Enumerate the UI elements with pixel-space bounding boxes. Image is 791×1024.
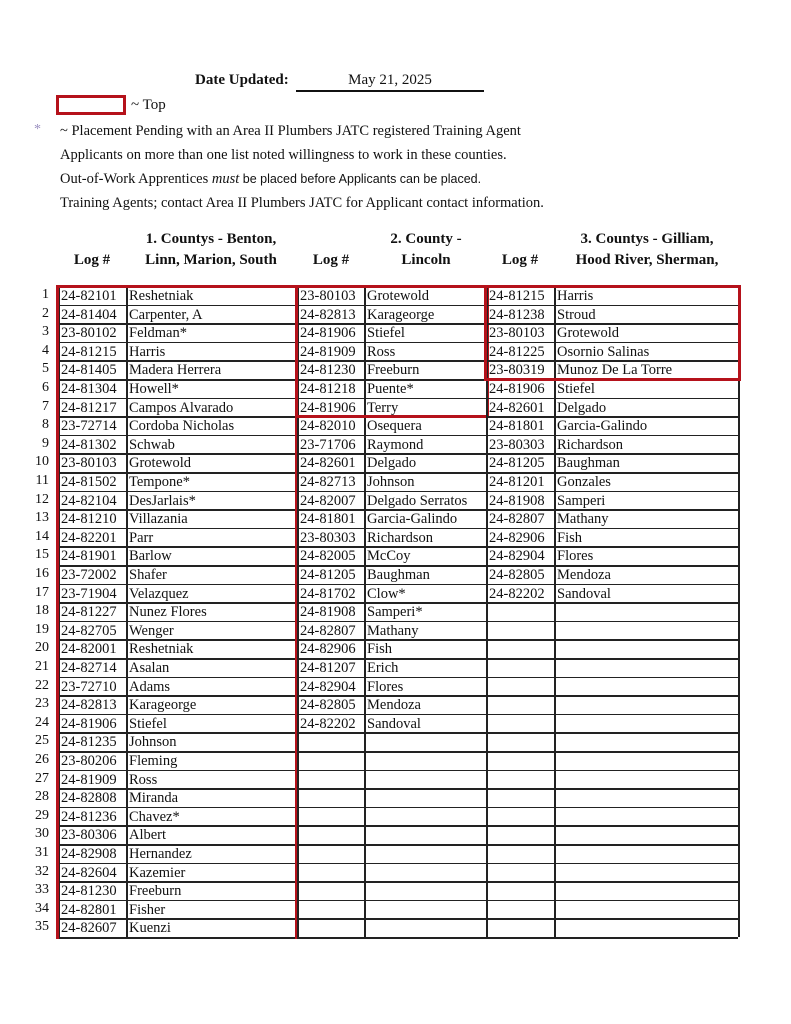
log-number-cell: 24-82805 [300, 697, 356, 714]
row-number: 26 [35, 752, 49, 767]
applicant-name-cell: Ross [129, 771, 158, 788]
applicant-name-cell: Johnson [367, 474, 415, 490]
log-number-cell: 24-82801 [61, 901, 117, 918]
log-number-cell: 24-82005 [300, 548, 356, 565]
applicant-name-cell: Kuenzi [129, 920, 171, 937]
log-number-cell: 24-82713 [300, 474, 356, 490]
applicant-name-cell: Flores [367, 678, 404, 695]
header-list-3-line2: Hood River, Sherman, [575, 252, 719, 268]
log-number-cell: 24-81205 [489, 455, 545, 472]
row-number: 28 [35, 789, 49, 805]
row-divider [486, 621, 738, 623]
applicant-name-cell: Mendoza [367, 697, 421, 714]
top-highlight-list3 [484, 285, 741, 381]
row-number: 3 [42, 324, 49, 340]
row-number: 31 [35, 845, 49, 860]
row-number: 2 [42, 305, 49, 321]
row-divider [297, 825, 486, 827]
row-divider [486, 770, 738, 772]
log-number-cell: 24-81909 [300, 343, 356, 360]
log-number-cell: 24-81230 [61, 883, 117, 900]
log-number-cell: 24-82705 [61, 622, 117, 639]
applicant-name-cell: Velazquez [129, 585, 189, 602]
log-number-cell: 24-81230 [300, 362, 356, 379]
row-divider [297, 770, 486, 772]
applicant-name-cell: McCoy [367, 548, 411, 565]
row-number: 23 [35, 696, 49, 712]
log-number-cell: 24-81210 [61, 511, 117, 528]
log-number-cell: 24-82101 [61, 288, 117, 304]
header-list-2-line2: Lincoln [401, 252, 451, 268]
applicant-name-cell: Erich [367, 660, 399, 676]
log-number-cell: 24-81906 [61, 715, 117, 732]
applicant-name-cell: DesJarlais* [129, 492, 196, 509]
applicant-name-cell: Harris [557, 288, 594, 304]
log-number-cell: 23-80206 [61, 753, 117, 769]
header-log-2: Log # [312, 252, 350, 268]
applicant-name-cell: Fish [557, 529, 582, 546]
applicant-name-cell: Stiefel [129, 715, 167, 732]
log-number-cell: 23-80306 [61, 827, 117, 844]
log-number-cell: 24-82813 [61, 697, 117, 714]
log-number-cell: 24-81207 [300, 660, 356, 676]
log-number-cell: 24-82202 [300, 715, 356, 732]
note-multiple-lists: Applicants on more than one list noted willingness to work in these counties. [60, 147, 507, 163]
applicant-name-cell: Delgado [557, 399, 607, 416]
applicant-name-cell: Osequera [367, 418, 422, 435]
row-divider [486, 918, 738, 920]
log-number-cell: 24-81304 [61, 381, 117, 397]
log-number-cell: 24-82906 [489, 529, 545, 546]
applicant-name-cell: Richardson [557, 436, 624, 453]
top-highlight-list1 [56, 285, 298, 939]
log-number-cell: 24-82714 [61, 660, 117, 676]
note-placement-pending: ~ Placement Pending with an Area II Plumbers JATC registered Training Agent [60, 123, 521, 139]
log-number-cell: 24-81218 [300, 381, 356, 397]
legend-top-label: ~ Top [131, 97, 166, 113]
row-number: 16 [35, 566, 49, 581]
log-number-cell: 24-81227 [61, 604, 117, 621]
log-number-cell: 24-81215 [61, 343, 117, 360]
applicant-name-cell: Grotewold [367, 288, 430, 304]
log-number-cell: 24-82001 [61, 641, 117, 658]
log-number-cell: 24-81235 [61, 734, 117, 751]
note-oow-suffix: be placed before Applicants can be placed. [239, 172, 482, 186]
row-number: 20 [35, 640, 49, 656]
header-list-2 [366, 229, 486, 271]
row-number: 25 [35, 733, 49, 749]
header-list-1-line2: Linn, Marion, South [145, 252, 277, 268]
applicant-name-cell: Delgado [367, 455, 417, 472]
log-number-cell: 24-81906 [300, 399, 356, 416]
applicant-name-cell: Campos Alvarado [129, 399, 234, 416]
row-divider [297, 863, 486, 865]
log-number-cell: 23-72710 [61, 678, 117, 695]
log-number-cell: 24-82604 [61, 864, 117, 881]
row-number: 15 [35, 547, 49, 563]
applicant-name-cell: Garcia-Galindo [367, 511, 458, 528]
note-oow-emphasis: must [211, 171, 240, 187]
log-number-cell: 24-81201 [489, 474, 545, 490]
log-number-cell: 23-80103 [300, 288, 356, 304]
applicant-name-cell: Mathany [557, 511, 609, 528]
applicant-name-cell: Baughman [557, 455, 620, 472]
log-number-cell: 24-81801 [300, 511, 356, 528]
top-highlight-list2 [295, 285, 489, 418]
row-divider [297, 918, 486, 920]
row-number: 17 [35, 584, 49, 600]
note-contact-info: Training Agents; contact Area II Plumbers JATC for Applicant contact information. [60, 195, 544, 211]
row-number: 13 [35, 510, 49, 526]
row-divider [486, 658, 738, 660]
log-number-cell: 24-81901 [61, 548, 117, 565]
applicant-name-cell: Stiefel [367, 325, 405, 342]
log-number-cell: 23-72714 [61, 418, 117, 435]
applicant-name-cell: Stroud [557, 306, 596, 323]
log-number-cell: 24-81908 [300, 604, 356, 621]
row-number: 12 [35, 491, 49, 507]
applicant-name-cell: Feldman* [129, 325, 187, 342]
row-divider [297, 807, 486, 809]
asterisk-symbol: * [34, 122, 41, 137]
applicant-name-cell: Reshetniak [129, 288, 194, 304]
applicant-name-cell: Howell* [129, 381, 179, 397]
applicant-name-cell: Miranda [129, 790, 179, 807]
header-list-3-line1: 3. Countys - Gilliam, [580, 231, 714, 247]
log-number-cell: 24-81405 [61, 362, 117, 379]
applicant-name-cell: Reshetniak [129, 641, 194, 658]
row-divider [486, 807, 738, 809]
column-divider [486, 286, 488, 937]
log-number-cell: 24-81302 [61, 436, 117, 453]
row-divider [486, 788, 738, 790]
log-number-cell: 24-82807 [489, 511, 545, 528]
log-number-cell: 24-82805 [489, 567, 545, 583]
row-divider [297, 788, 486, 790]
applicant-name-cell: Schwab [129, 436, 175, 453]
applicant-name-cell: Albert [129, 827, 167, 844]
applicant-name-cell: Raymond [367, 436, 424, 453]
log-number-cell: 24-81909 [61, 771, 117, 788]
log-number-cell: 24-82201 [61, 529, 117, 546]
row-number: 34 [35, 900, 49, 916]
row-divider [486, 825, 738, 827]
row-number: 33 [35, 882, 49, 898]
row-number: 10 [35, 454, 49, 470]
row-divider [297, 900, 486, 902]
column-divider [554, 286, 556, 937]
log-number-cell: 24-81404 [61, 306, 117, 323]
applicant-name-cell: Fleming [129, 753, 178, 769]
top-highlight-border [58, 285, 741, 288]
log-number-cell: 24-82601 [489, 399, 545, 416]
row-number: 35 [35, 919, 49, 935]
log-number-cell: 24-82904 [300, 678, 356, 695]
log-number-cell: 24-81236 [61, 808, 117, 825]
applicant-name-cell: Freeburn [129, 883, 182, 900]
column-divider [738, 286, 740, 937]
row-divider [297, 937, 486, 939]
applicant-name-cell: Carpenter, A [129, 306, 203, 323]
applicant-name-cell: Nunez Flores [129, 604, 207, 621]
row-divider [486, 695, 738, 697]
applicant-name-cell: Mathany [367, 622, 419, 639]
log-number-cell: 24-82104 [61, 492, 117, 509]
log-number-cell: 24-81217 [61, 399, 117, 416]
row-number: 22 [35, 677, 49, 693]
applicant-name-cell: Richardson [367, 529, 434, 546]
applicant-name-cell: Tempone* [129, 474, 190, 490]
applicant-name-cell: Samperi* [367, 604, 423, 621]
applicant-name-cell: Chavez* [129, 808, 180, 825]
log-number-cell: 23-80103 [61, 455, 117, 472]
log-number-cell: 23-72002 [61, 567, 117, 583]
row-number: 1 [42, 287, 49, 302]
row-number: 18 [35, 603, 49, 619]
log-number-cell: 24-82908 [61, 846, 117, 862]
row-divider [486, 863, 738, 865]
row-number: 29 [35, 807, 49, 823]
applicant-name-cell: Munoz De La Torre [557, 362, 673, 379]
log-number-cell: 24-81205 [300, 567, 356, 583]
log-number-cell: 24-81238 [489, 306, 545, 323]
log-number-cell: 23-71706 [300, 436, 356, 453]
row-number: 7 [42, 398, 49, 414]
row-divider [486, 714, 738, 716]
applicant-name-cell: Samperi [557, 492, 606, 509]
row-number: 11 [35, 473, 49, 488]
applicant-name-cell: Grotewold [557, 325, 620, 342]
date-updated-value: May 21, 2025 [296, 72, 484, 92]
row-number: 8 [42, 417, 49, 433]
row-number: 21 [35, 659, 49, 674]
applicant-name-cell: Ross [367, 343, 396, 360]
applicant-name-cell: Terry [367, 399, 399, 416]
row-divider [486, 881, 738, 883]
applicant-name-cell: Johnson [129, 734, 177, 751]
log-number-cell: 23-80319 [489, 362, 545, 379]
log-number-cell: 23-80303 [300, 529, 356, 546]
row-number: 4 [42, 342, 49, 358]
applicant-name-cell: Hernandez [129, 846, 192, 862]
row-number: 30 [35, 826, 49, 842]
row-number: 14 [35, 528, 49, 544]
applicant-name-cell: Shafer [129, 567, 167, 583]
row-number: 24 [35, 714, 49, 730]
log-number-cell: 24-82601 [300, 455, 356, 472]
applicant-name-cell: Parr [129, 529, 154, 546]
log-number-cell: 23-71904 [61, 585, 117, 602]
applicant-name-cell: Sandoval [557, 585, 611, 602]
log-number-cell: 24-81906 [300, 325, 356, 342]
row-divider [486, 751, 738, 753]
applicant-name-cell: Madera Herrera [129, 362, 222, 379]
header-list-1 [128, 229, 294, 271]
date-updated-label: Date Updated: [195, 72, 289, 88]
log-number-cell: 24-81215 [489, 288, 545, 304]
row-divider [297, 881, 486, 883]
applicant-name-cell: Fish [367, 641, 392, 658]
log-number-cell: 24-82813 [300, 306, 356, 323]
applicant-name-cell: Karageorge [129, 697, 197, 714]
row-divider [486, 937, 738, 939]
row-number: 9 [42, 435, 49, 451]
row-number: 6 [42, 380, 49, 395]
applicant-name-cell: Puente* [367, 381, 414, 397]
log-number-cell: 23-80303 [489, 436, 545, 453]
applicant-name-cell: Karageorge [367, 306, 435, 323]
applicant-name-cell: Adams [129, 678, 171, 695]
applicant-name-cell: Grotewold [129, 455, 192, 472]
note-out-of-work [60, 171, 481, 188]
header-log-1: Log # [73, 252, 111, 268]
row-divider [486, 639, 738, 641]
log-number-cell: 24-81502 [61, 474, 117, 490]
log-number-cell: 23-80103 [489, 325, 545, 342]
log-number-cell: 24-81225 [489, 343, 545, 360]
applicant-name-cell: Fisher [129, 901, 166, 918]
log-number-cell: 24-82202 [489, 585, 545, 602]
applicant-name-cell: Harris [129, 343, 166, 360]
log-number-cell: 24-82904 [489, 548, 545, 565]
applicant-name-cell: Wenger [129, 622, 174, 639]
log-number-cell: 24-82808 [61, 790, 117, 807]
log-number-cell: 24-81702 [300, 585, 356, 602]
applicant-name-cell: Garcia-Galindo [557, 418, 648, 435]
applicant-name-cell: Kazemier [129, 864, 186, 881]
applicant-name-cell: Barlow [129, 548, 172, 565]
row-divider [486, 844, 738, 846]
row-number: 5 [42, 361, 49, 377]
applicant-name-cell: Freeburn [367, 362, 420, 379]
row-divider [486, 900, 738, 902]
applicant-name-cell: Mendoza [557, 567, 611, 583]
applicant-name-cell: Baughman [367, 567, 430, 583]
row-number: 27 [35, 770, 49, 786]
applicant-name-cell: Cordoba Nicholas [129, 418, 235, 435]
applicant-name-cell: Villazania [129, 511, 188, 528]
applicant-name-cell: Delgado Serratos [367, 492, 468, 509]
applicant-name-cell: Flores [557, 548, 594, 565]
row-number: 19 [35, 621, 49, 637]
header-list-1-line1: 1. Countys - Benton, [145, 231, 277, 247]
log-number-cell: 24-82607 [61, 920, 117, 937]
log-number-cell: 24-82807 [300, 622, 356, 639]
log-number-cell: 24-81801 [489, 418, 545, 435]
row-divider [297, 844, 486, 846]
log-number-cell: 23-80102 [61, 325, 117, 342]
header-list-3 [556, 229, 738, 271]
row-number: 32 [35, 863, 49, 879]
log-number-cell: 24-81908 [489, 492, 545, 509]
row-divider [486, 732, 738, 734]
applicant-name-cell: Osornio Salinas [557, 343, 650, 360]
note-oow-prefix: Out-of-Work Apprentices [60, 171, 212, 187]
log-number-cell: 24-81906 [489, 381, 545, 397]
applicant-name-cell: Clow* [367, 585, 406, 602]
row-divider [486, 677, 738, 679]
row-divider [297, 751, 486, 753]
applicant-name-cell: Asalan [129, 660, 170, 676]
header-list-2-line1: 2. County - [390, 231, 462, 247]
log-number-cell: 24-82010 [300, 418, 356, 435]
applicant-name-cell: Gonzales [557, 474, 611, 490]
log-number-cell: 24-82007 [300, 492, 356, 509]
log-number-cell: 24-82906 [300, 641, 356, 658]
applicant-name-cell: Sandoval [367, 715, 421, 732]
applicant-name-cell: Stiefel [557, 381, 595, 397]
legend-top-swatch [56, 95, 126, 115]
header-log-3: Log # [501, 252, 539, 268]
